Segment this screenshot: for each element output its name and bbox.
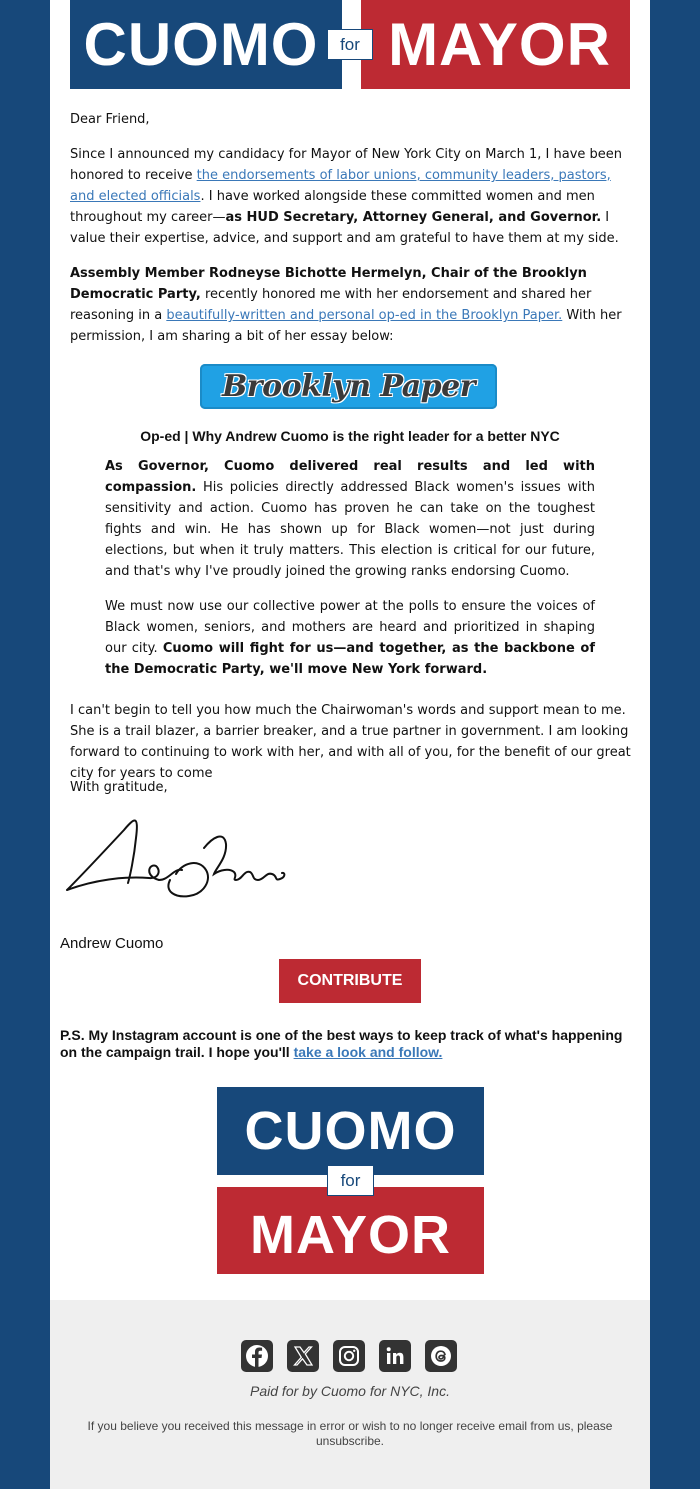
ps-note: P.S. My Instagram account is one of the best ways to keep track of what's happening on the campaign trail. I hope you'll take a look and follow.	[60, 1027, 623, 1060]
header-banner	[70, 0, 630, 89]
banner-cuomo-word: CUOMO	[83, 11, 319, 78]
contribute-button[interactable]: CONTRIBUTE	[279, 959, 421, 1003]
op-ed-quote-1: As Governor, Cuomo delivered real results and led with compassion. His policies directly addressed Black women's issues with sensitivity and action. Cuomo has proven he can take on the toughest fights and win. He has shown up for Black women—not just during elections, but when it truly matters. This election is critical for our future, and that's why I've proudly joined the growing ranks endorsing Cuomo.	[105, 459, 595, 579]
footer	[50, 1300, 650, 1489]
endorsements-link[interactable]: the endorsements of labor unions, community leaders, pastors, and elected officials	[70, 168, 611, 204]
brooklyn-paper-logo: Brooklyn Paper	[200, 364, 497, 409]
facebook-icon[interactable]	[241, 1340, 273, 1372]
linkedin-icon[interactable]	[379, 1340, 411, 1372]
email-body	[50, 0, 650, 1489]
logo-for-word: for	[327, 1165, 374, 1196]
x-icon[interactable]	[287, 1340, 319, 1372]
op-ed-quote-2: We must now use our collective power at the polls to ensure the voices of Black women, seniors, and mothers are heard and prioritized in shaping our city. Cuomo will fight for us—and together, as the backbone of the Democratic Party, we'll move New York forward.	[105, 599, 595, 677]
footer-campaign-logo	[217, 1087, 484, 1275]
banner-mayor-word: MAYOR	[388, 11, 611, 78]
banner-for-word: for	[327, 29, 373, 60]
paragraph-assembly-member: Assembly Member Rodneyse Bichotte Hermelyn, Chair of the Brooklyn Democratic Party, recently honored me with her endorsement and shared her reasoning in a beautifully-written and personal op-ed in the Brooklyn Paper. With her permission, I am sharing a bit of her essay below:	[70, 266, 622, 344]
signature-image	[64, 808, 289, 908]
op-ed-title: Op-ed | Why Andrew Cuomo is the right leader for a better NYC	[140, 428, 560, 444]
paragraph-gratitude: I can't begin to tell you how much the Chairwoman's words and support mean to me. She is a trail blazer, a barrier breaker, and a true partner in government. I am looking forward to continuing to work with her, and with all of you, for the benefit of our great city for years to come	[70, 703, 631, 781]
instagram-follow-link[interactable]: take a look and follow.	[293, 1044, 443, 1060]
greeting: Dear Friend,	[70, 112, 150, 127]
logo-mayor-word: MAYOR	[249, 1205, 452, 1265]
op-ed-link[interactable]: beautifully-written and personal op-ed in the Brooklyn Paper.	[166, 308, 563, 323]
social-links	[241, 1340, 459, 1372]
paragraph-endorsements: Since I announced my candidacy for Mayor of New York City on March 1, I have been honored to receive the endorsements of labor unions, community leaders, pastors, and elected officials. I have worked alongside these committed women and men throughout my career—as HUD Secretary, Attorney General, and Governor. I value their expertise, advice, and support and am grateful to have them at my side.	[70, 147, 623, 246]
paid-for-disclaimer: Paid for by Cuomo for NYC, Inc.	[250, 1383, 450, 1399]
instagram-icon[interactable]	[333, 1340, 365, 1372]
signer-name: Andrew Cuomo	[60, 935, 164, 952]
closing: With gratitude,	[70, 780, 168, 795]
logo-cuomo-word: CUOMO	[244, 1101, 457, 1161]
threads-icon[interactable]	[425, 1340, 457, 1372]
unsubscribe-text[interactable]: If you believe you received this message in error or wish to no longer receive email from us, please unsubscribe.	[87, 1419, 613, 1448]
